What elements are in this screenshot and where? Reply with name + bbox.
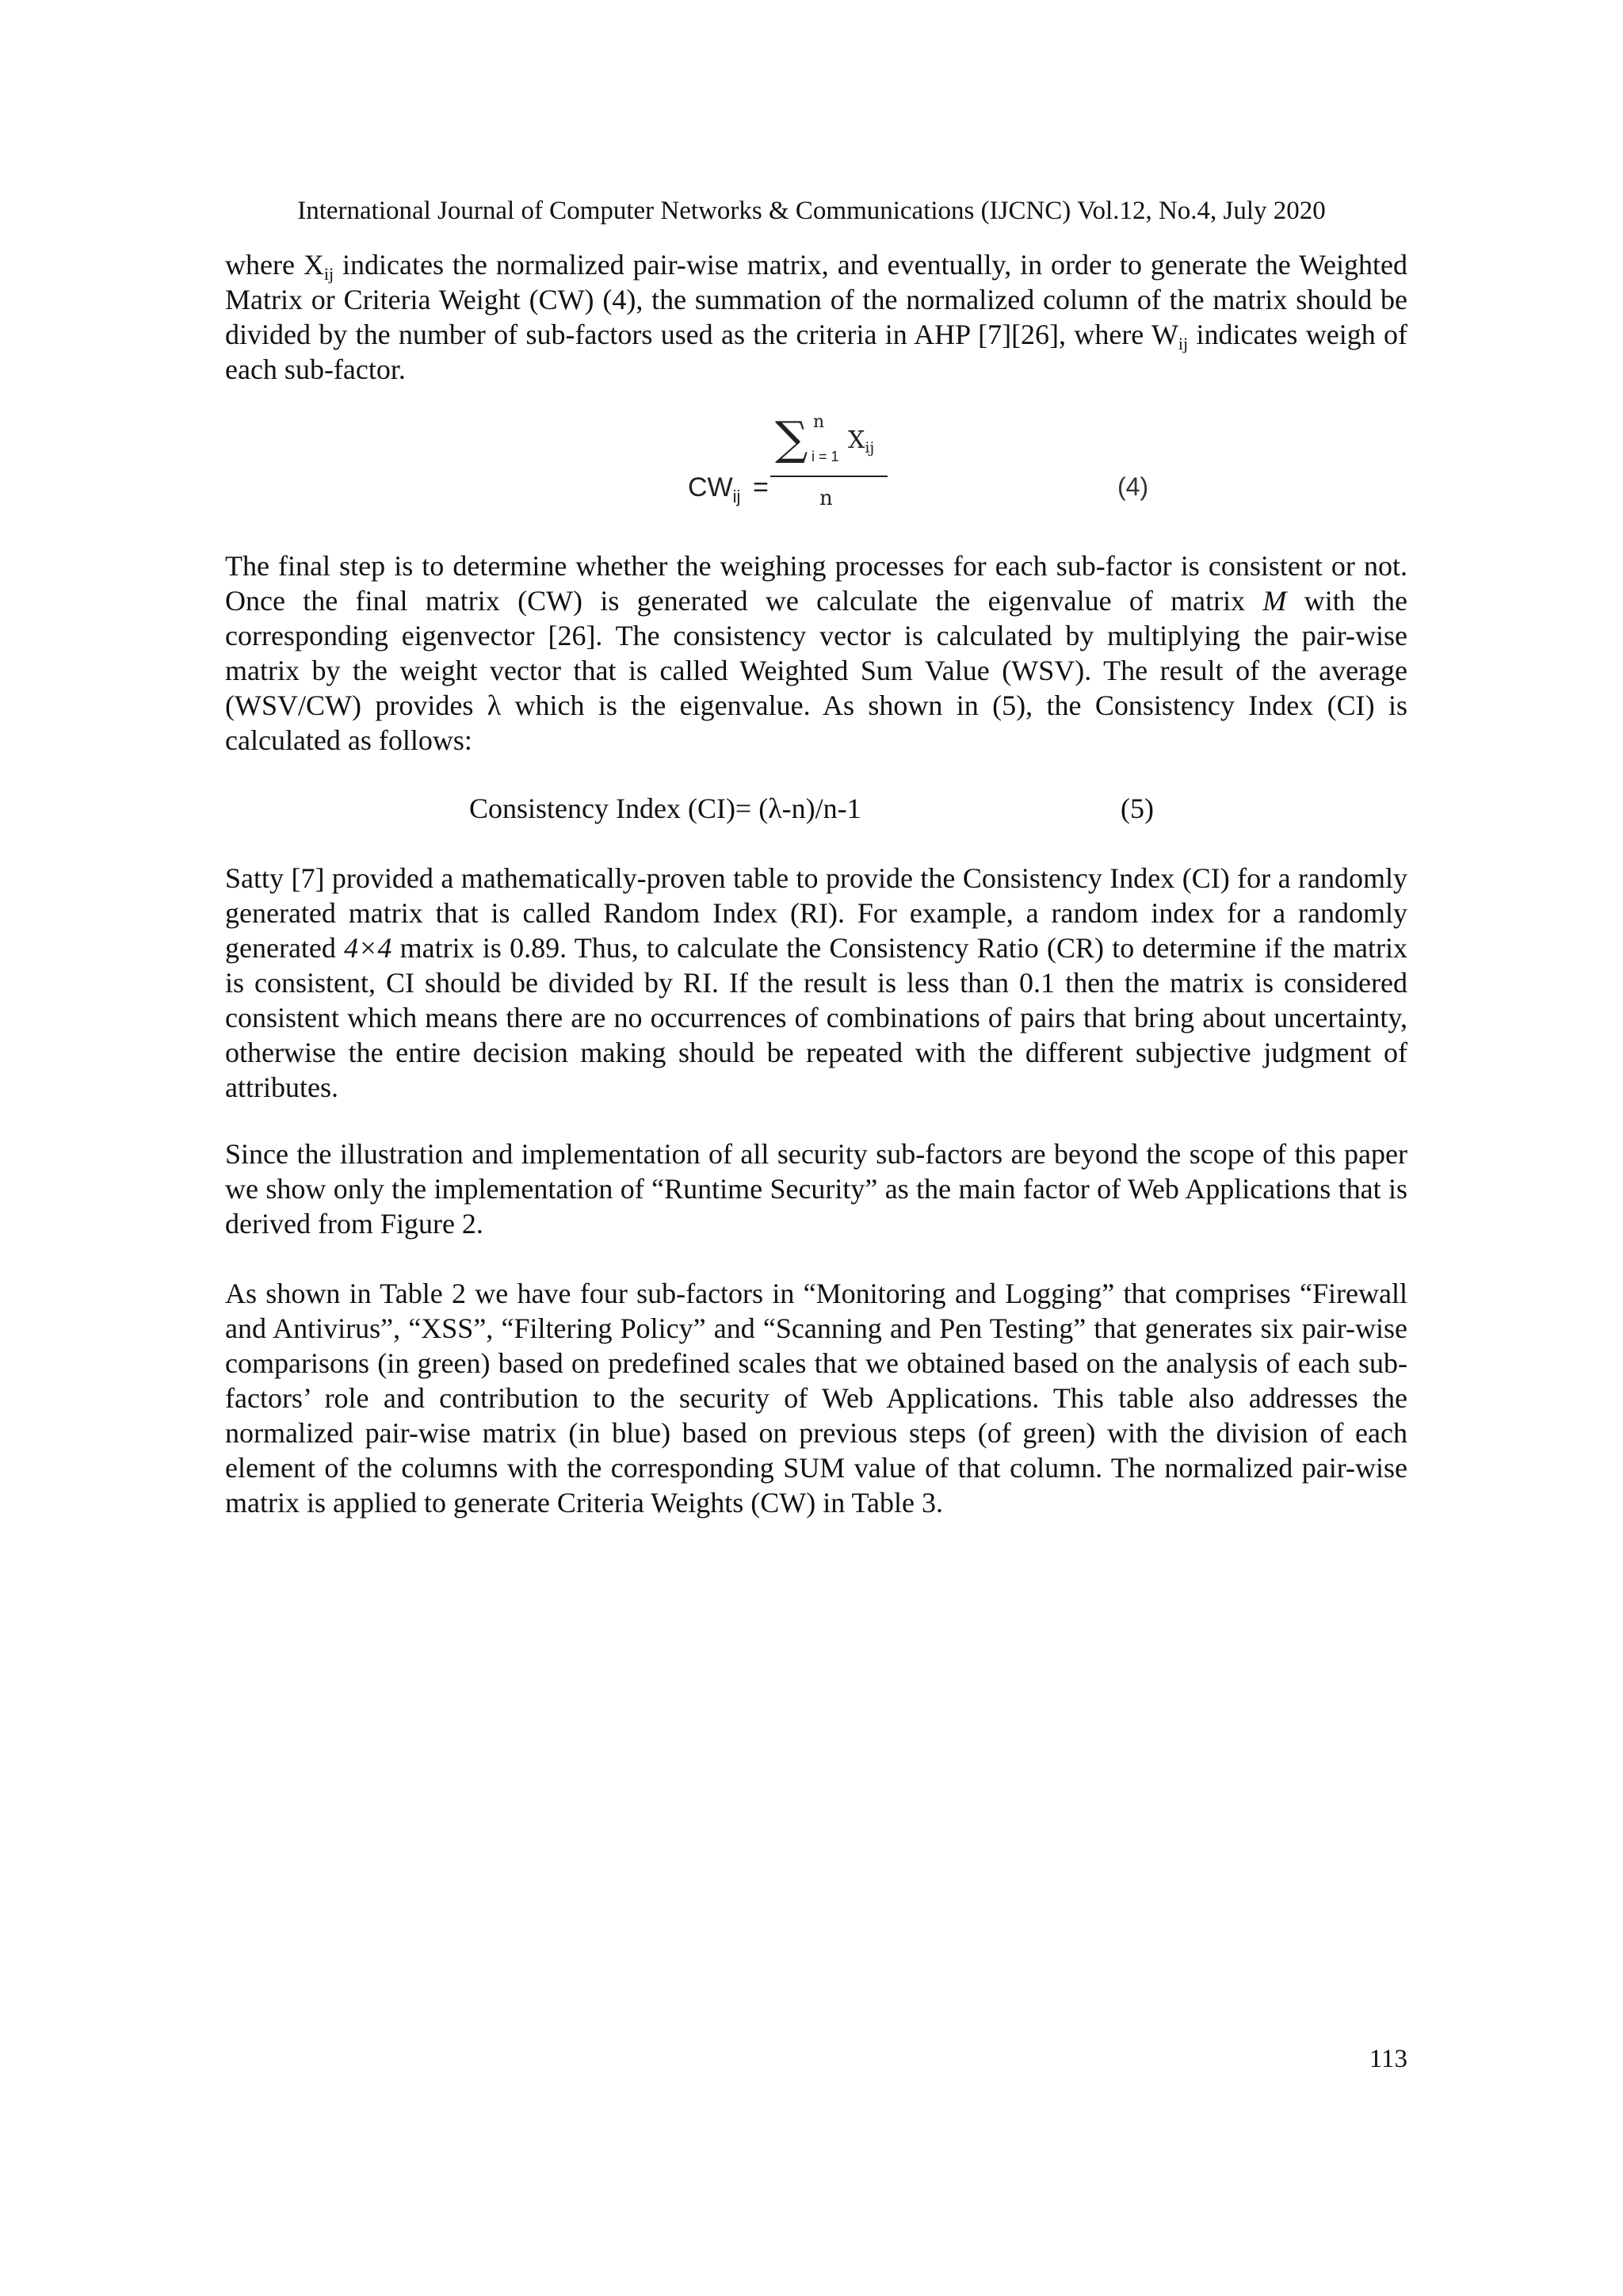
equation-5-number: (5) [1121,793,1154,824]
fraction-bar [770,476,888,477]
text-run: Satty [7] provided a mathematically-proven table to provide the Consistency Index (CI) for a randomly generated matrix that is called Random Index (RI). For example, a random index for a randomly generated [225,862,1407,964]
summand-main: X [848,426,865,454]
paragraph-table-2: As shown in Table 2 we have four sub-factors in “Monitoring and Logging” that comprises “Firewall and Antivirus”, “XSS”, “Filtering Policy” and “Scanning and Pen Testing” that generates six pair-wise comparisons (in green) based on predefined scales that we obtained based on the analysis of each sub-factors’ role and contribution to the security of Web Applications. This table also addresses the normalized pair-wise matrix (in blue) based on previous steps (of green) with the division of each element of the columns with the corresponding SUM value of that column. The normalized pair-wise matrix is applied to generate Criteria Weights (CW) in Table 3. [225,1278,1407,1519]
paragraph-consistency [225,548,1407,758]
summand-sub: ij [865,439,875,457]
sum-upper-limit: n [813,412,825,432]
matrix-size: 4×4 [344,932,392,964]
text-run: with the corresponding eigenvector [26]. The consistency vector is calculated by multiplying the pair-wise matrix by the weight vector that is called Weighted Sum Value (WSV). The result of the average (WSV/CW) provides λ which is the eigenvalue. As shown in (5), the Consistency Index (CI) is calculated as follows: [225,585,1408,756]
text-run: indicates weigh of each sub-factor. [225,319,1407,385]
subscript: ij [1178,334,1189,353]
text-run: The final step is to determine whether the weighing processes for each sub-factor is consistent or not. Once the final matrix (CW) is generated we calculate the eigenvalue of matrix [225,550,1407,617]
text-run: matrix is 0.89. Thus, to calculate the Consistency Ratio (CR) to determine if the matrix is consistent, CI should be divided by RI. If the result is less than 0.1 then the matrix is considered consistent which means there are no occurrences of combinations of pairs that bring about uncertainty, otherwise the entire decision making should be repeated with the different subjective judgment of attributes. [225,932,1407,1103]
formula-denominator: n [819,487,833,510]
text-run: where X [225,249,324,281]
equation-5: Consistency Index (CI)= (λ-n)/n-1 [469,793,861,824]
paragraph-normalized-matrix [225,247,1407,387]
text-run: indicates the normalized pair-wise matrix, and eventually, in order to generate the Weighted Matrix or Criteria Weight (CW) (4), the summation of the normalized column of the matrix should be divided by the number of sub-factors used as the criteria in AHP [7][26], where W [225,249,1407,350]
sum-lower-limit: i = 1 [812,449,839,464]
journal-header: International Journal of Computer Networks & Communications (IJCNC) Vol.12, No.4, July 2020 [297,197,1326,225]
page-number: 113 [1369,2045,1407,2073]
equation-4-number: (4) [1117,472,1149,501]
lhs-main: CW [688,472,733,502]
formula-equals: = [753,472,769,502]
subscript: ij [323,264,334,284]
summand [848,426,874,457]
sigma-symbol: ∑ [775,411,808,465]
equation-4 [682,412,1157,531]
lhs-sub: ij [732,487,741,506]
matrix-m: M [1262,585,1287,617]
paragraph-scope: Since the illustration and implementation of all security sub-factors are beyond the scope of this paper we show only the implementation of “Runtime Security” as the main factor of Web Applications that is derived from Figure 2. [225,1138,1407,1240]
paragraph-random-index [225,861,1407,1105]
formula-lhs [688,472,740,507]
